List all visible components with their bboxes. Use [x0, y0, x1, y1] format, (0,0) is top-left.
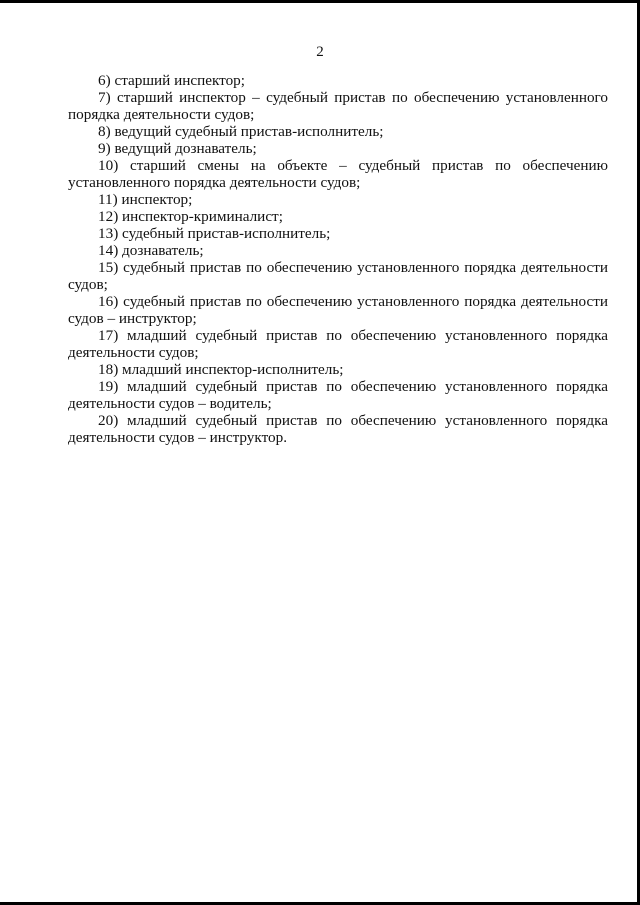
scan-edge-top: [0, 0, 640, 3]
list-item: 16) судебный пристав по обеспечению установленного порядка деятельности судов – инструктор;: [68, 293, 608, 327]
list-item: 18) младший инспектор-исполнитель;: [98, 361, 344, 378]
list-item: 15) судебный пристав по обеспечению установленного порядка деятельности судов;: [68, 259, 608, 293]
list-item: 13) судебный пристав-исполнитель;: [98, 225, 331, 242]
list-item: 20) младший судебный пристав по обеспечению установленного порядка деятельности судов – инструктор.: [68, 412, 608, 446]
list-item: 17) младший судебный пристав по обеспечению установленного порядка деятельности судов;: [68, 327, 608, 361]
list-item: 19) младший судебный пристав по обеспечению установленного порядка деятельности судов – водитель;: [68, 378, 608, 412]
list-item: 6) старший инспектор;: [98, 72, 245, 89]
list-item: 8) ведущий судебный пристав-исполнитель;: [98, 123, 384, 140]
page-number: 2: [316, 44, 324, 60]
list-item: 14) дознаватель;: [98, 242, 204, 259]
list-item: 12) инспектор-криминалист;: [98, 208, 283, 225]
document-body: [68, 72, 608, 446]
list-item: 9) ведущий дознаватель;: [98, 140, 257, 157]
list-item: 7) старший инспектор – судебный пристав по обеспечению установленного порядка деятельности судов;: [68, 89, 608, 123]
list-item: 11) инспектор;: [98, 191, 193, 208]
list-item: 10) старший смены на объекте – судебный пристав по обеспечению установленного порядка деятельности судов;: [68, 157, 608, 191]
